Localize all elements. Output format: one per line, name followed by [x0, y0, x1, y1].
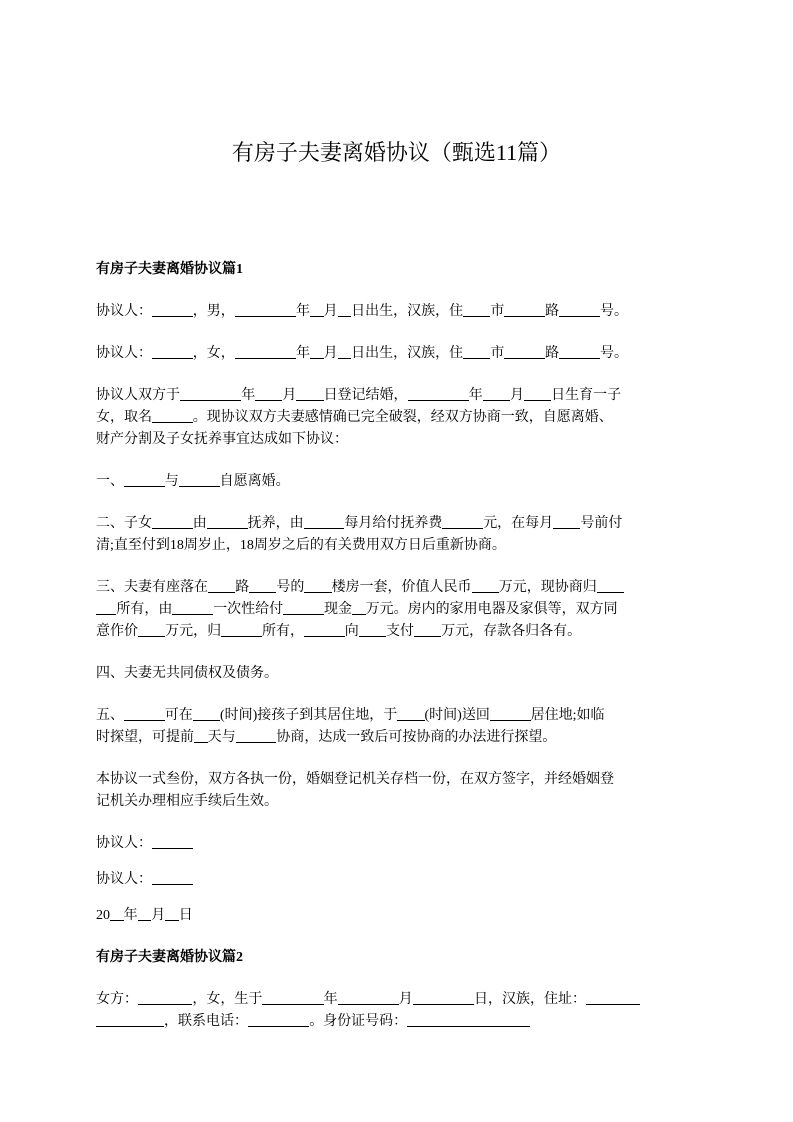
fill-in-blank	[221, 622, 262, 637]
signature-line: 协议人：	[96, 833, 716, 855]
paragraph	[96, 769, 716, 813]
fill-in-blank	[414, 622, 441, 637]
fill-in-blank	[310, 344, 324, 359]
fill-in-blank	[407, 1012, 529, 1027]
text-line: 所有，由 一次性给付 现金 万元。房内的家用电器及家俱等，双方同	[96, 599, 716, 621]
fill-in-blank	[352, 600, 366, 615]
fill-in-blank	[397, 706, 424, 721]
fill-in-blank	[597, 578, 624, 593]
fill-in-blank	[152, 870, 193, 885]
fill-in-blank	[208, 578, 235, 593]
fill-in-blank	[559, 344, 600, 359]
fill-in-blank	[359, 622, 386, 637]
fill-in-blank	[124, 472, 165, 487]
paragraph	[96, 577, 716, 643]
fill-in-blank	[96, 600, 116, 615]
fill-in-blank	[172, 600, 213, 615]
fill-in-blank	[152, 344, 193, 359]
fill-in-blank	[504, 344, 545, 359]
fill-in-blank	[283, 600, 324, 615]
fill-in-blank	[152, 302, 193, 317]
fill-in-blank	[338, 302, 352, 317]
document-title: 有房子夫妻离婚协议（甄选11篇）	[231, 140, 562, 165]
date-line: 20 年 月 日	[96, 908, 193, 923]
fill-in-blank	[138, 906, 152, 921]
text-line: 记机关办理相应手续后生效。	[96, 794, 278, 809]
fill-in-blank	[490, 706, 531, 721]
fill-in-blank	[207, 514, 248, 529]
fill-in-blank	[338, 344, 352, 359]
text-line: ，联系电话： 。身份证号码：	[96, 1011, 716, 1033]
fill-in-blank	[559, 302, 600, 317]
fill-in-blank	[235, 344, 296, 359]
fill-in-blank	[235, 302, 296, 317]
text-line: 女，取名 。现协议双方夫妻感情确已完全破裂，经双方协商一致，自愿离婚、	[96, 410, 613, 425]
section1-paragraphs	[96, 301, 716, 813]
fill-in-blank	[96, 1012, 164, 1027]
paragraph	[96, 301, 716, 323]
text-line: 本协议一式叁份，双方各执一份，婚姻登记机关存档一份，在双方签字，并经婚姻登	[96, 772, 614, 787]
fill-in-blank	[304, 514, 345, 529]
text-line: 二、子女 由 抚养，由 每月给付抚养费 元，在每月 号前付	[96, 516, 623, 531]
signature-line: 协议人：	[96, 869, 716, 891]
fill-in-blank	[236, 728, 277, 743]
fill-in-blank	[296, 386, 323, 401]
fill-in-blank	[463, 302, 490, 317]
fill-in-blank	[504, 302, 545, 317]
fill-in-blank	[152, 514, 193, 529]
paragraph	[96, 513, 716, 557]
paragraph	[96, 705, 716, 749]
fill-in-blank	[586, 990, 640, 1005]
fill-in-blank	[152, 408, 193, 423]
text-line: 四、夫妻无共同债权及债务。	[96, 666, 278, 681]
fill-in-blank	[138, 622, 165, 637]
fill-in-blank	[304, 578, 331, 593]
fill-in-blank	[180, 386, 241, 401]
fill-in-blank	[152, 834, 193, 849]
fill-in-blank	[165, 906, 179, 921]
fill-in-blank	[442, 514, 483, 529]
fill-in-blank	[338, 990, 399, 1005]
fill-in-blank	[248, 1012, 309, 1027]
fill-in-blank	[408, 386, 469, 401]
text-line: 协议人： ，男， 年 月 日出生，汉族，住 市 路 号。	[96, 304, 628, 319]
fill-in-blank	[194, 728, 208, 743]
text-line: 三、夫妻有座落在 路 号的 楼房一套，价值人民币 万元，现协商归	[96, 577, 716, 599]
fill-in-blank	[472, 578, 499, 593]
fill-in-blank	[249, 578, 276, 593]
section-heading: 有房子夫妻离婚协议篇1	[96, 262, 243, 277]
text-line: 意作价 万元，归 所有， 向 支付 万元，存款各归各有。	[96, 624, 582, 639]
fill-in-blank	[262, 990, 323, 1005]
fill-in-blank	[124, 706, 165, 721]
paragraph	[96, 343, 716, 365]
text-line: 女方： ，女，生于 年 月 日，汉族，住址：	[96, 989, 716, 1011]
text-line: 时探望，可提前 天与 协商，达成一致后可按协商的办法进行探望。	[96, 730, 557, 745]
paragraph	[96, 385, 716, 451]
fill-in-blank	[310, 302, 324, 317]
fill-in-blank	[524, 386, 551, 401]
fill-in-blank	[304, 622, 345, 637]
fill-in-blank	[110, 906, 124, 921]
section-heading: 有房子夫妻离婚协议篇2	[96, 950, 243, 965]
fill-in-blank	[463, 344, 490, 359]
fill-in-blank	[193, 706, 220, 721]
paragraph	[96, 663, 716, 685]
fill-in-blank	[179, 472, 220, 487]
text-line: 财产分割及子女抚养事宜达成如下协议：	[96, 432, 348, 447]
paragraph	[96, 471, 716, 493]
fill-in-blank	[255, 386, 282, 401]
fill-in-blank	[553, 514, 580, 529]
fill-in-blank	[138, 990, 192, 1005]
text-line: 协议人双方于 年 月 日登记结婚， 年 月 日生育一子	[96, 388, 622, 403]
text-line: 清;直至付到18周岁止，18周岁之后的有关费用双方日后重新协商。	[96, 538, 506, 553]
section2-paragraphs	[96, 989, 716, 1033]
fill-in-blank	[413, 990, 474, 1005]
text-line: 一、 与 自愿离婚。	[96, 474, 290, 489]
fill-in-blank	[483, 386, 510, 401]
text-line: 五、 可在 (时间)接孩子到其居住地，于 (时间)送回 居住地;如临	[96, 708, 605, 723]
document-body	[96, 259, 716, 1053]
paragraph	[96, 989, 716, 1033]
text-line: 协议人： ，女， 年 月 日出生，汉族，住 市 路 号。	[96, 346, 628, 361]
